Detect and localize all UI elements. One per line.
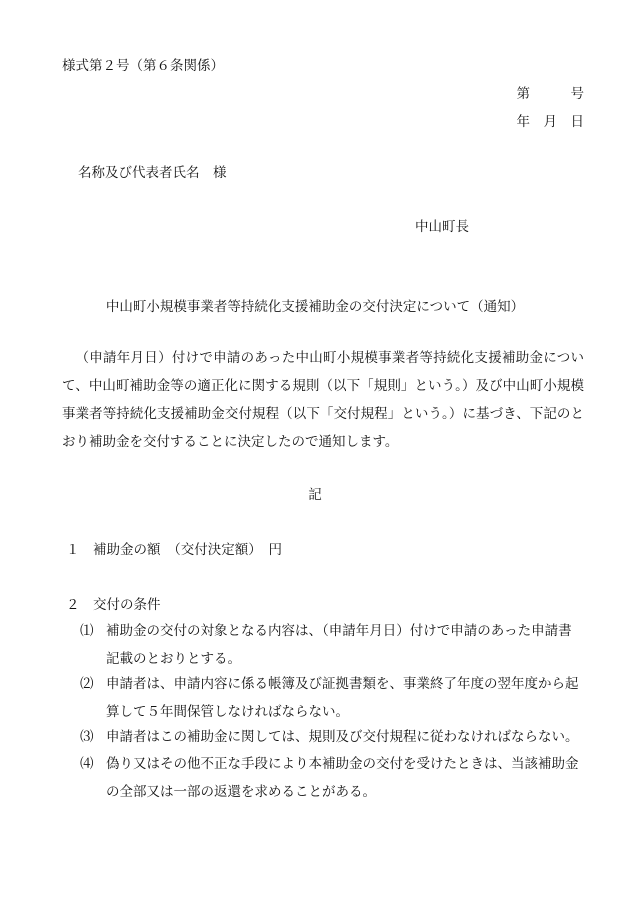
document-number: 第 号	[516, 86, 584, 102]
condition-number: ⑶	[80, 729, 94, 745]
body-paragraph: （申請年月日）付けで申請のあった中山町小規模事業者等持続化支援補助金について、中山町補助金等の適正化に関する規則（以下「規則」という。）及び中山町小規模事業者等持続化支援補助金交付規程（以下「交付規程」という。）に基づき、下記のとおり補助金を交付することに決定したので通知します。	[62, 350, 584, 450]
condition-number: ⑵	[80, 676, 94, 692]
condition-number: ⑷	[80, 756, 94, 772]
condition-item	[80, 750, 584, 806]
section-1-amount: １ 補助金の額 （交付決定額） 円	[66, 542, 282, 558]
condition-text: 偽り又はその他不正な手段により本補助金の交付を受けたときは、当該補助金の全部又は一部の返還を求めることがある。	[106, 756, 579, 800]
condition-text: 補助金の交付の対象となる内容は、（申請年月日）付けで申請のあった申請書記載のとおりとする。	[106, 623, 572, 667]
condition-item	[80, 670, 584, 726]
condition-text: 申請者はこの補助金に関しては、規則及び交付規程に従わなければならない。	[106, 729, 579, 745]
form-label: 様式第２号（第６条関係）	[62, 58, 224, 74]
condition-item	[80, 723, 584, 751]
addressee: 名称及び代表者氏名 様	[78, 165, 227, 181]
condition-text: 申請者は、申請内容に係る帳簿及び証拠書類を、事業終了年度の翌年度から起算して５年間保管しなければならない。	[106, 676, 579, 720]
ki-heading: 記	[308, 487, 322, 503]
document-date: 年 月 日	[516, 114, 584, 130]
condition-item	[80, 617, 584, 673]
condition-number: ⑴	[80, 623, 94, 639]
section-2-heading: ２ 交付の条件	[66, 597, 161, 613]
document-title: 中山町小規模事業者等持続化支援補助金の交付決定について（通知）	[105, 299, 525, 315]
sender: 中山町長	[415, 219, 469, 235]
